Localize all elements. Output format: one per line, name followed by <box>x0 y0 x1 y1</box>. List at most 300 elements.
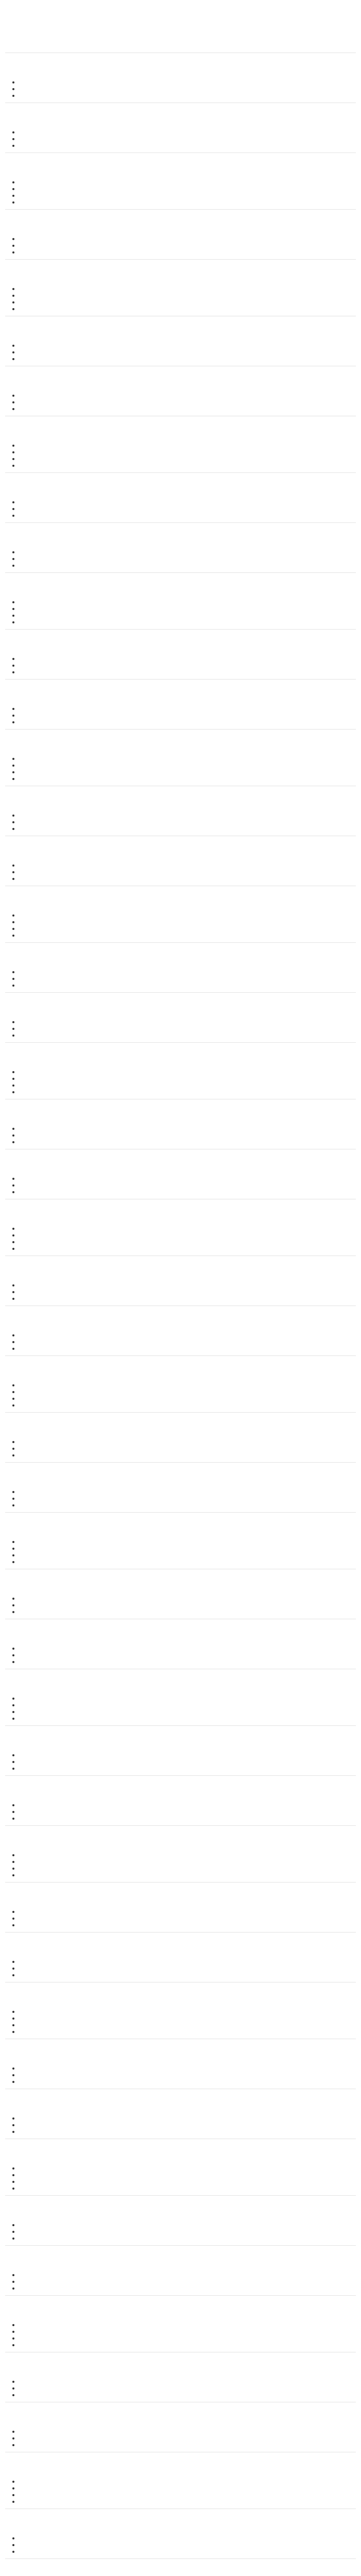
question-text <box>5 2356 356 2368</box>
answer-option <box>12 299 356 306</box>
answer-option <box>12 1758 356 1765</box>
question-block <box>5 420 356 473</box>
question-type <box>5 1951 356 1957</box>
answer-option <box>12 399 356 405</box>
answer-option <box>12 769 356 775</box>
question-type <box>5 434 356 440</box>
divider <box>5 1355 356 1356</box>
answer-list <box>5 1175 356 1195</box>
question-text <box>5 1623 356 1635</box>
answer-option <box>12 1019 356 1025</box>
question-text <box>5 1936 356 1948</box>
question-type <box>5 2314 356 2320</box>
answer-list <box>5 1019 356 1039</box>
answer-option <box>12 705 356 712</box>
answer-option <box>12 1852 356 1858</box>
answer-option <box>12 285 356 292</box>
answer-option <box>12 2548 356 2555</box>
answer-list <box>5 1695 356 1722</box>
answer-option <box>12 2172 356 2178</box>
answer-option <box>12 2072 356 2078</box>
question-type <box>5 71 356 77</box>
question-type <box>5 1744 356 1750</box>
answer-option <box>12 1858 356 1865</box>
question-text <box>5 2143 356 2155</box>
question-block <box>5 1829 356 1883</box>
question-text <box>5 57 356 69</box>
question-type <box>5 2470 356 2477</box>
answer-list <box>5 912 356 939</box>
answer-option <box>12 862 356 869</box>
question-text <box>5 2406 356 2418</box>
answer-option <box>12 1865 356 1872</box>
answer-option <box>12 349 356 355</box>
answer-option <box>12 1295 356 1302</box>
question-text <box>5 946 356 959</box>
question-type <box>5 2264 356 2270</box>
divider <box>5 2245 356 2246</box>
answer-list <box>5 1438 356 1459</box>
answer-option <box>12 1602 356 1608</box>
question-type <box>5 748 356 754</box>
question-block <box>5 263 356 316</box>
question-text <box>5 420 356 432</box>
answer-list <box>5 1125 356 1145</box>
divider <box>5 1412 356 1413</box>
answer-list <box>5 2378 356 2398</box>
answer-list <box>5 2115 356 2135</box>
question-type <box>5 491 356 497</box>
question-text <box>5 320 356 332</box>
answer-option <box>12 2028 356 2035</box>
question-block <box>5 1260 356 1306</box>
answer-option <box>12 1289 356 1295</box>
question-text <box>5 263 356 276</box>
answer-option <box>12 2008 356 2015</box>
answer-list <box>5 2008 356 2035</box>
answer-option <box>12 292 356 299</box>
answer-option <box>12 1089 356 1095</box>
divider <box>5 1725 356 1726</box>
answer-option <box>12 1765 356 1772</box>
answer-option <box>12 2128 356 2135</box>
answer-list <box>5 2478 356 2505</box>
answer-option <box>12 2185 356 2192</box>
question-type <box>5 904 356 910</box>
question-text <box>5 1829 356 1842</box>
question-block <box>5 2043 356 2089</box>
answer-option <box>12 512 356 519</box>
question-block <box>5 1936 356 1982</box>
divider <box>5 1775 356 1776</box>
question-type <box>5 854 356 860</box>
question-text <box>5 2513 356 2525</box>
question-block <box>5 1886 356 1933</box>
divider <box>5 1932 356 1933</box>
question-text <box>5 1153 356 1165</box>
answer-option <box>12 129 356 135</box>
answer-option <box>12 235 356 242</box>
answer-option <box>12 92 356 99</box>
question-block <box>5 890 356 943</box>
question-type <box>5 1217 356 1224</box>
question-block <box>5 1673 356 1726</box>
answer-option <box>12 969 356 975</box>
answer-list <box>5 1645 356 1665</box>
answer-option <box>12 1395 356 1402</box>
answer-list <box>5 549 356 569</box>
question-block <box>5 1360 356 1413</box>
answer-list <box>5 655 356 675</box>
answer-option <box>12 249 356 256</box>
answer-option <box>12 2015 356 2022</box>
answer-option <box>12 2442 356 2448</box>
answer-option <box>12 1658 356 1665</box>
question-block <box>5 1730 356 1776</box>
question-type <box>5 1481 356 1487</box>
question-type <box>5 698 356 704</box>
divider <box>5 2295 356 2296</box>
answer-option <box>12 135 356 142</box>
question-text <box>5 1310 356 1322</box>
question-text <box>5 577 356 589</box>
answer-option <box>12 1445 356 1452</box>
question-block <box>5 633 356 680</box>
answer-list <box>5 2065 356 2085</box>
question-text <box>5 1886 356 1899</box>
answer-option <box>12 1189 356 1195</box>
answer-option <box>12 975 356 982</box>
answer-option <box>12 1402 356 1409</box>
answer-option <box>12 1075 356 1082</box>
question-type <box>5 1274 356 1280</box>
question-type <box>5 2157 356 2163</box>
answer-option <box>12 1032 356 1039</box>
divider <box>5 1825 356 1826</box>
answer-list <box>5 1802 356 1822</box>
divider <box>5 629 356 630</box>
question-type <box>5 228 356 234</box>
question-block <box>5 370 356 416</box>
answer-list <box>5 599 356 625</box>
answer-list <box>5 1595 356 1615</box>
answer-option <box>12 142 356 149</box>
answer-option <box>12 1558 356 1565</box>
answer-option <box>12 1552 356 1558</box>
question-block <box>5 790 356 836</box>
question-type <box>5 1687 356 1693</box>
answer-option <box>12 2328 356 2335</box>
question-block <box>5 1153 356 1199</box>
answer-option <box>12 2078 356 2085</box>
answer-option <box>12 1282 356 1289</box>
answer-list <box>5 1069 356 1095</box>
divider <box>5 209 356 210</box>
answer-option <box>12 79 356 86</box>
question-block <box>5 996 356 1043</box>
question-type <box>5 2370 356 2377</box>
meta-line-2 <box>5 43 356 49</box>
question-block <box>5 1986 356 2039</box>
question-type <box>5 648 356 654</box>
question-text <box>5 840 356 852</box>
answer-option <box>12 2022 356 2028</box>
answer-option <box>12 599 356 605</box>
answer-list <box>5 2428 356 2448</box>
answer-list <box>5 499 356 519</box>
question-block <box>5 2456 356 2509</box>
answer-option <box>12 2285 356 2292</box>
answer-option <box>12 2478 356 2485</box>
answer-list <box>5 2272 356 2292</box>
answer-option <box>12 2122 356 2128</box>
answer-option <box>12 1695 356 1702</box>
question-text <box>5 1573 356 1585</box>
answer-option <box>12 1388 356 1395</box>
answer-option <box>12 712 356 719</box>
divider <box>5 1512 356 1513</box>
divider <box>5 572 356 573</box>
answer-option <box>12 86 356 92</box>
answer-option <box>12 2222 356 2228</box>
question-type <box>5 121 356 127</box>
question-type <box>5 2214 356 2220</box>
question-block <box>5 1416 356 1463</box>
question-block <box>5 2406 356 2452</box>
answer-option <box>12 1922 356 1928</box>
question-type <box>5 804 356 810</box>
answer-option <box>12 2541 356 2548</box>
question-block <box>5 2299 356 2352</box>
answer-option <box>12 1069 356 1075</box>
question-text <box>5 370 356 382</box>
answer-option <box>12 875 356 882</box>
question-type <box>5 1167 356 1174</box>
divider <box>5 2558 356 2559</box>
question-type <box>5 2107 356 2113</box>
divider <box>5 152 356 153</box>
answer-option <box>12 655 356 662</box>
answer-option <box>12 2335 356 2342</box>
answer-option <box>12 355 356 362</box>
page-title <box>5 4 356 27</box>
page-subtitle <box>5 31 356 37</box>
divider <box>5 1042 356 1043</box>
divider <box>5 679 356 680</box>
answer-option <box>12 2115 356 2122</box>
question-type <box>5 1794 356 1800</box>
answer-option <box>12 1545 356 1552</box>
question-text <box>5 2299 356 2312</box>
answer-list <box>5 129 356 149</box>
answer-option <box>12 1025 356 1032</box>
question-text <box>5 527 356 539</box>
answer-option <box>12 2492 356 2498</box>
answer-option <box>12 342 356 349</box>
question-type <box>5 1061 356 1067</box>
answer-option <box>12 549 356 555</box>
answer-option <box>12 199 356 206</box>
question-block <box>5 2513 356 2559</box>
question-type <box>5 591 356 597</box>
question-text <box>5 890 356 902</box>
question-block <box>5 57 356 103</box>
question-text <box>5 477 356 489</box>
answer-option <box>12 669 356 675</box>
answer-list <box>5 2165 356 2192</box>
answer-option <box>12 2428 356 2435</box>
answer-option <box>12 562 356 569</box>
answer-option <box>12 185 356 192</box>
divider <box>5 942 356 943</box>
answer-option <box>12 605 356 612</box>
question-type <box>5 1117 356 1124</box>
question-type <box>5 2057 356 2063</box>
divider <box>5 729 356 730</box>
answer-option <box>12 612 356 619</box>
answer-option <box>12 1715 356 1722</box>
question-block <box>5 527 356 573</box>
answer-option <box>12 1125 356 1132</box>
question-block <box>5 577 356 630</box>
answer-option <box>12 1232 356 1239</box>
answer-option <box>12 2392 356 2398</box>
question-block <box>5 157 356 210</box>
answer-option <box>12 462 356 469</box>
question-block <box>5 1046 356 1099</box>
question-block <box>5 1103 356 1149</box>
answer-option <box>12 2321 356 2328</box>
question-type <box>5 541 356 547</box>
question-block <box>5 2093 356 2139</box>
question-type <box>5 2420 356 2427</box>
answer-list <box>5 79 356 99</box>
answer-list <box>5 1852 356 1878</box>
question-text <box>5 733 356 745</box>
meta-line-1 <box>5 37 356 43</box>
answer-option <box>12 179 356 185</box>
answer-list <box>5 812 356 832</box>
answer-list <box>5 342 356 362</box>
question-text <box>5 1730 356 1742</box>
question-block <box>5 2199 356 2246</box>
answer-option <box>12 449 356 455</box>
answer-option <box>12 2498 356 2505</box>
answer-option <box>12 555 356 562</box>
divider <box>5 2195 356 2196</box>
answer-option <box>12 812 356 819</box>
question-block <box>5 477 356 523</box>
answer-option <box>12 1538 356 1545</box>
answer-option <box>12 1438 356 1445</box>
question-type <box>5 334 356 341</box>
answer-option <box>12 1708 356 1715</box>
divider <box>5 259 356 260</box>
answer-list <box>5 755 356 782</box>
answer-option <box>12 662 356 669</box>
question-text <box>5 2563 356 2575</box>
answer-option <box>12 2378 356 2385</box>
answer-option <box>12 2165 356 2172</box>
question-block <box>5 1466 356 1513</box>
answer-option <box>12 762 356 769</box>
question-block <box>5 1573 356 1619</box>
answer-option <box>12 825 356 832</box>
answer-option <box>12 819 356 825</box>
answer-option <box>12 2228 356 2235</box>
answer-option <box>12 1488 356 1495</box>
answer-option <box>12 1702 356 1708</box>
question-block <box>5 2249 356 2296</box>
question-block <box>5 946 356 993</box>
question-text <box>5 1416 356 1429</box>
question-text <box>5 213 356 226</box>
answer-list <box>5 2535 356 2555</box>
answer-option <box>12 1495 356 1502</box>
answer-option <box>12 2272 356 2278</box>
question-text <box>5 996 356 1009</box>
answer-option <box>12 2342 356 2348</box>
question-block <box>5 733 356 786</box>
answer-list <box>5 1332 356 1352</box>
answer-list <box>5 1488 356 1509</box>
question-text <box>5 1360 356 1372</box>
question-text <box>5 683 356 696</box>
answer-list <box>5 862 356 882</box>
answer-option <box>12 2535 356 2541</box>
question-text <box>5 2199 356 2212</box>
question-type <box>5 171 356 177</box>
answer-option <box>12 1972 356 1978</box>
divider <box>5 1882 356 1883</box>
question-type <box>5 1531 356 1537</box>
question-block <box>5 840 356 886</box>
question-type <box>5 1637 356 1643</box>
answer-option <box>12 192 356 199</box>
answer-option <box>12 1908 356 1915</box>
answer-option <box>12 919 356 925</box>
answer-list <box>5 969 356 989</box>
question-type <box>5 278 356 284</box>
answer-option <box>12 2235 356 2242</box>
question-block <box>5 1310 356 1356</box>
answer-option <box>12 912 356 919</box>
question-text <box>5 1260 356 1272</box>
answer-list <box>5 442 356 469</box>
answer-list <box>5 705 356 725</box>
answer-option <box>12 1958 356 1965</box>
question-text <box>5 790 356 802</box>
question-text <box>5 1780 356 1792</box>
answer-option <box>12 1182 356 1189</box>
answer-option <box>12 2178 356 2185</box>
answer-option <box>12 1752 356 1758</box>
answer-option <box>12 1225 356 1232</box>
question-type <box>5 961 356 967</box>
answer-option <box>12 1452 356 1459</box>
divider <box>5 992 356 993</box>
question-type <box>5 384 356 391</box>
divider <box>5 1462 356 1463</box>
question-block <box>5 2143 356 2196</box>
answer-option <box>12 1239 356 1245</box>
answer-list <box>5 1538 356 1565</box>
answer-option <box>12 1502 356 1509</box>
answer-option <box>12 932 356 939</box>
answer-option <box>12 869 356 875</box>
answer-option <box>12 2385 356 2392</box>
answer-option <box>12 1872 356 1878</box>
